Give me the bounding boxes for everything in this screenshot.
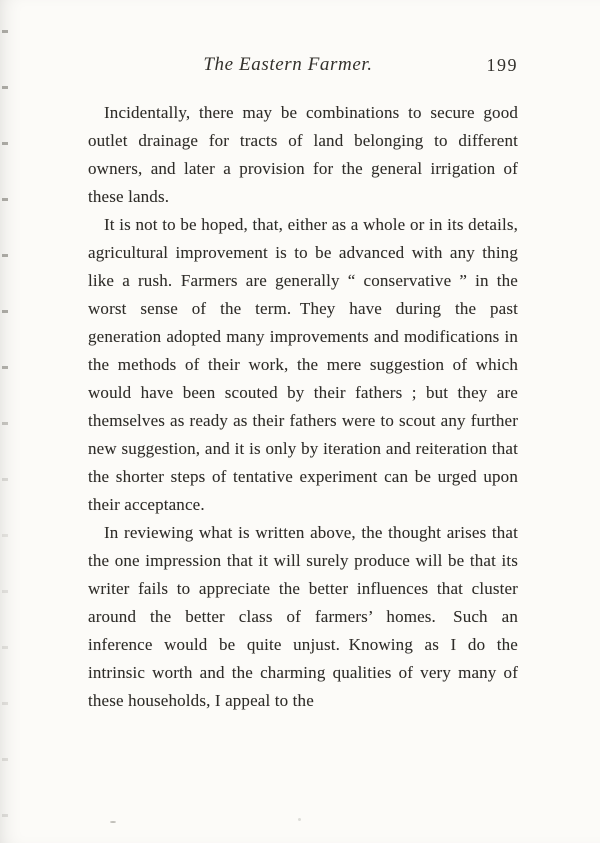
scan-artifact [470,562,510,570]
scan-artifact [110,821,116,823]
scan-artifact [298,818,301,821]
page-number: 199 [486,55,518,75]
running-title: The Eastern Farmer. [203,54,373,75]
paragraph-1: Incidentally, there may be combinations to secure good outlet drainage for tracts of land belonging to different owners, and later a provision for the general irrigation of these lands. [88,103,518,206]
page-header [88,54,518,82]
page-body [88,99,518,715]
paragraph-2: It is not to be hoped, that, either as a whole or in its details, agricultural improvement is to be advanced with any thing like a rush. Farmers are generally “ conservative ” in the worst sense of the term. They have during the past generation adopted many improvements and modifications in the methods of their work, the mere suggestion of which would have been scouted by their fathers ; but they are themselves as ready as their fathers were to scout any further new suggestion, and it is only by iteration and reiteration that the shorter steps of tentative experiment can be urged upon their acceptance. [88,215,518,514]
paragraph-3: In reviewing what is written above, the thought arises that the one impression that it will surely produce will be that its writer fails to appreciate the better influences that cluster around the better class of farmers’ homes. Such an inference would be quite unjust. Knowing as I do the intrinsic worth and the charming qualities of very many of these households, I appeal to the [88,523,518,710]
binding-scan-marks [2,4,8,839]
